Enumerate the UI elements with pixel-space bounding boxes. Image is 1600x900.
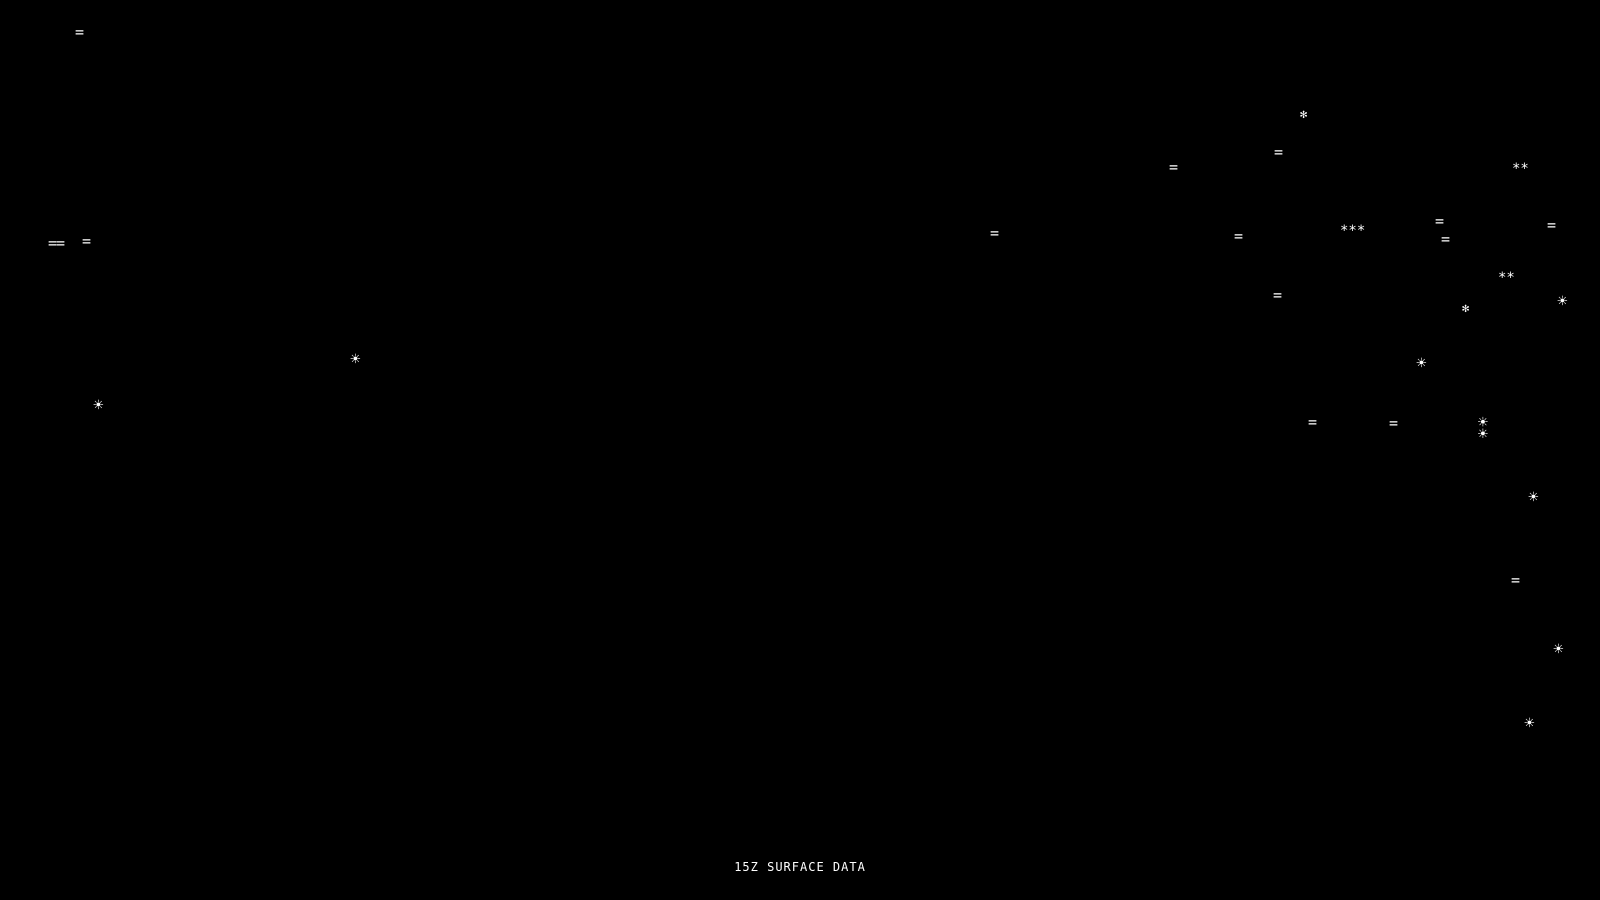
haze-symbol: ☀ xyxy=(89,398,105,411)
fog-symbol: = xyxy=(1308,413,1318,431)
fog-symbol: = xyxy=(1273,286,1283,304)
fog-symbol: = xyxy=(1169,158,1179,176)
fog-symbol: = xyxy=(75,23,85,41)
haze-symbol: ☀ xyxy=(1412,356,1428,369)
haze-symbol: ☀ xyxy=(1524,490,1540,503)
snow-cluster-symbol: ✻ xyxy=(1300,107,1308,121)
fog-wide-symbol: == xyxy=(48,234,65,252)
fog-symbol: = xyxy=(1234,227,1244,245)
snow-symbol: ** xyxy=(1498,270,1515,286)
haze-symbol: ☀ xyxy=(346,352,362,365)
haze-double-symbol: ☀☀ xyxy=(1474,415,1490,440)
fog-symbol: = xyxy=(1274,143,1284,161)
snow-cluster-symbol: ✻ xyxy=(1462,301,1470,315)
fog-symbol: = xyxy=(1547,216,1557,234)
haze-symbol: ☀ xyxy=(1520,716,1536,729)
fog-symbol: = xyxy=(1511,571,1521,589)
map-title: 15Z SURFACE DATA xyxy=(734,860,866,874)
fog-symbol: = xyxy=(990,224,1000,242)
fog-symbol: = xyxy=(1389,414,1399,432)
haze-symbol: ☀ xyxy=(1549,642,1565,655)
haze-symbol: ☀ xyxy=(1553,294,1569,307)
snow-symbol: *** xyxy=(1340,223,1366,239)
snow-symbol: ** xyxy=(1512,161,1529,177)
fog-symbol: = xyxy=(1441,230,1451,248)
fog-symbol: = xyxy=(82,232,92,250)
fog-symbol: = xyxy=(1435,212,1445,230)
